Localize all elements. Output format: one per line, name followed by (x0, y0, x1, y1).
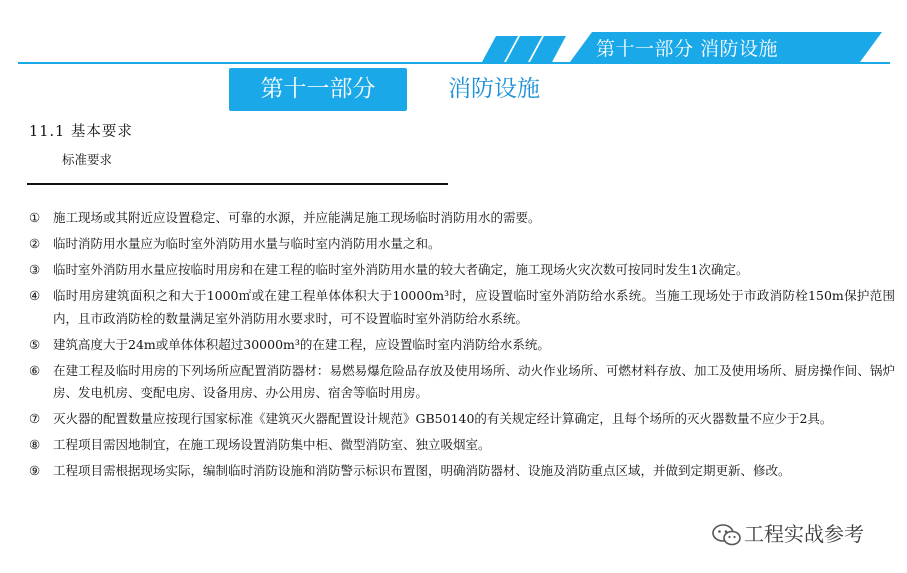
requirement-item (29, 207, 895, 230)
requirement-number: ④ (29, 288, 41, 303)
requirement-item (29, 285, 895, 330)
requirement-text: 施工现场或其附近应设置稳定、可靠的水源，并应能满足施工现场临时消防用水的需要。 (53, 210, 541, 225)
requirement-item (29, 233, 895, 256)
requirement-text: 灭火器的配置数量应按现行国家标准《建筑灭火器配置设计规范》GB50140的有关规定经计算确定，且每个场所的灭火器数量不应少于2具。 (53, 411, 833, 426)
requirement-number: ⑦ (29, 411, 41, 426)
requirement-text: 临时用房建筑面积之和大于1000㎡或在建工程单体体积大于10000m³时，应设置临时室外消防给水系统。当施工现场处于市政消防栓150m保护范围内，且市政消防栓的数量满足室外消防用水要求时，可不设置临时室外消防给水系统。 (53, 288, 895, 326)
requirement-number: ③ (29, 262, 41, 277)
requirement-item (29, 360, 895, 405)
requirement-text: 工程项目需根据现场实际，编制临时消防设施和消防警示标识布置图，明确消防器材、设施及消防重点区域，并做到定期更新、修改。 (53, 463, 791, 478)
requirement-text: 建筑高度大于24m或单体体积超过30000m³的在建工程，应设置临时室内消防给水系统。 (53, 336, 550, 352)
requirement-item (29, 259, 895, 282)
requirement-text: 临时消防用水量应为临时室外消防用水量与临时室内消防用水量之和。 (53, 236, 441, 251)
requirement-item (29, 460, 895, 483)
requirement-number: ⑨ (29, 463, 41, 478)
requirement-item (29, 408, 895, 431)
requirement-number: ⑧ (29, 437, 41, 452)
requirement-item (29, 334, 895, 357)
section-name: 消防设施 (448, 76, 540, 102)
requirement-number: ① (29, 210, 41, 225)
requirement-text: 临时室外消防用水量应按临时用房和在建工程的临时室外消防用水量的较大者确定，施工现场火灾次数可按同时发生1次确定。 (53, 262, 749, 277)
divider (27, 183, 448, 185)
wechat-icon (712, 523, 742, 547)
requirement-text: 在建工程及临时用房的下列场所应配置消防器材：易燃易爆危险品存放及使用场所、动火作业场所、可燃材料存放、加工及使用场所、厨房操作间、锅炉房、发电机房、变配电房、设备用房、办公用房、宿舍等临时用房。 (53, 362, 895, 400)
requirements-list (29, 207, 895, 486)
subsection-caption: 标准要求 (62, 152, 113, 167)
requirement-number: ⑥ (29, 362, 41, 378)
requirement-text: 工程项目需因地制宜，在施工现场设置消防集中柜、微型消防室、独立吸烟室。 (53, 437, 491, 452)
requirement-number: ⑤ (29, 336, 41, 352)
requirement-number: ② (29, 236, 41, 251)
banner-title: 第十一部分 消防设施 (596, 38, 779, 60)
section-number: 第十一部分 (260, 76, 376, 102)
watermark-text: 工程实战参考 (744, 522, 864, 546)
requirement-item (29, 434, 895, 457)
subsection-heading: 11.1 基本要求 (29, 124, 133, 140)
